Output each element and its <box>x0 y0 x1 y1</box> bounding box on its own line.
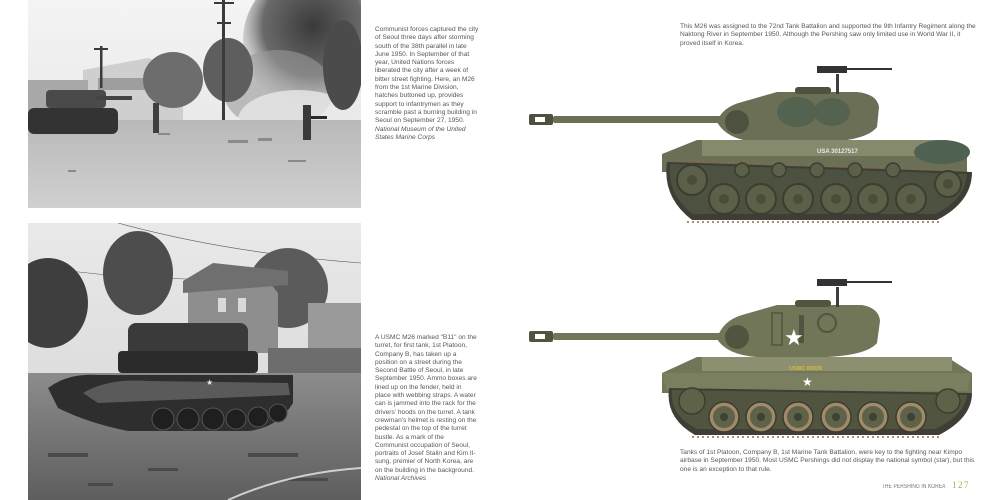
photo-usmc-m26-b11-image <box>28 223 361 500</box>
svg-text:★: ★ <box>206 378 214 387</box>
caption-photo-1-text: Communist forces captured the city of Seoul three days after storming south of the 38th parallel in late June 1950. In September of that year, United Nations forces liberated the city after a week of bitter street fighting. Here, an M26 from the 1st Marine Division, hatches buttoned up, provides support to infantrymen as they scramble past a burning building in Seoul on September 27, 1950. <box>375 26 479 125</box>
photo-usmc-m26-b11 <box>28 223 361 500</box>
caption-photo-2-credit: National Archives <box>375 475 427 483</box>
tank-profile-m26-usmc-1st-tank-battalion <box>527 273 977 441</box>
caption-photo-2 <box>375 334 479 483</box>
caption-tank-profile-1 <box>680 23 978 48</box>
page-number: 127 <box>952 480 970 490</box>
caption-photo-2-text: A USMC M26 marked "B11" on the turret, for first tank, 1st Platoon, Company B, has taken up a position on a street during the Second Battle of Seoul, in late September 1950. Ammo boxes are lined up on the fender, held in place with webbing straps. A water can is jammed into the rack for the drivers' hoods on the turret. A tank crewman's helmet is resting on the pedestal on the top of the turret bustle. As a mark of the Communist occupation of Seoul, portraits of Josef Stalin and Kim Il-sung, premier of North Korea, are on the building in the background. <box>375 334 477 474</box>
tank-profile-m26-72nd-battalion <box>527 62 977 227</box>
tank-2-hull-marking: USMC 85939 <box>789 366 823 372</box>
tank-1-hull-marking: USA 30127517 <box>817 149 858 155</box>
photo-seoul-street-fighting-image <box>28 0 361 208</box>
caption-tank-profile-1-text: This M26 was assigned to the 72nd Tank Battalion and supported the 9th Infantry Regiment along the Naktong River in September 1950. Although the Pershing saw only limited use in World War II, it proved itself in Korea. <box>680 23 976 47</box>
page-footer <box>866 480 970 490</box>
caption-tank-profile-2-text: Tanks of 1st Platoon, Company B, 1st Marine Tank Battalion, were key to the fighting near Kimpo airbase in September 1950. Most USMC Pershings did not display the national symbol (star), but this one is an exception to that rule. <box>680 449 975 473</box>
photo-seoul-street-fighting <box>28 0 361 208</box>
caption-tank-profile-2 <box>680 449 980 474</box>
caption-photo-1-credit: National Museum of the United States Marine Corps <box>375 125 466 141</box>
tank-2-turret-star-icon: ★ <box>784 325 804 350</box>
caption-photo-1 <box>375 26 479 142</box>
tank-2-hull-star-icon: ★ <box>802 375 813 389</box>
tank-profile-m26-72nd-battalion-illustration <box>527 62 977 227</box>
running-head: THE PERSHING IN KOREA <box>882 484 946 490</box>
tank-profile-m26-usmc-illustration <box>527 273 977 441</box>
